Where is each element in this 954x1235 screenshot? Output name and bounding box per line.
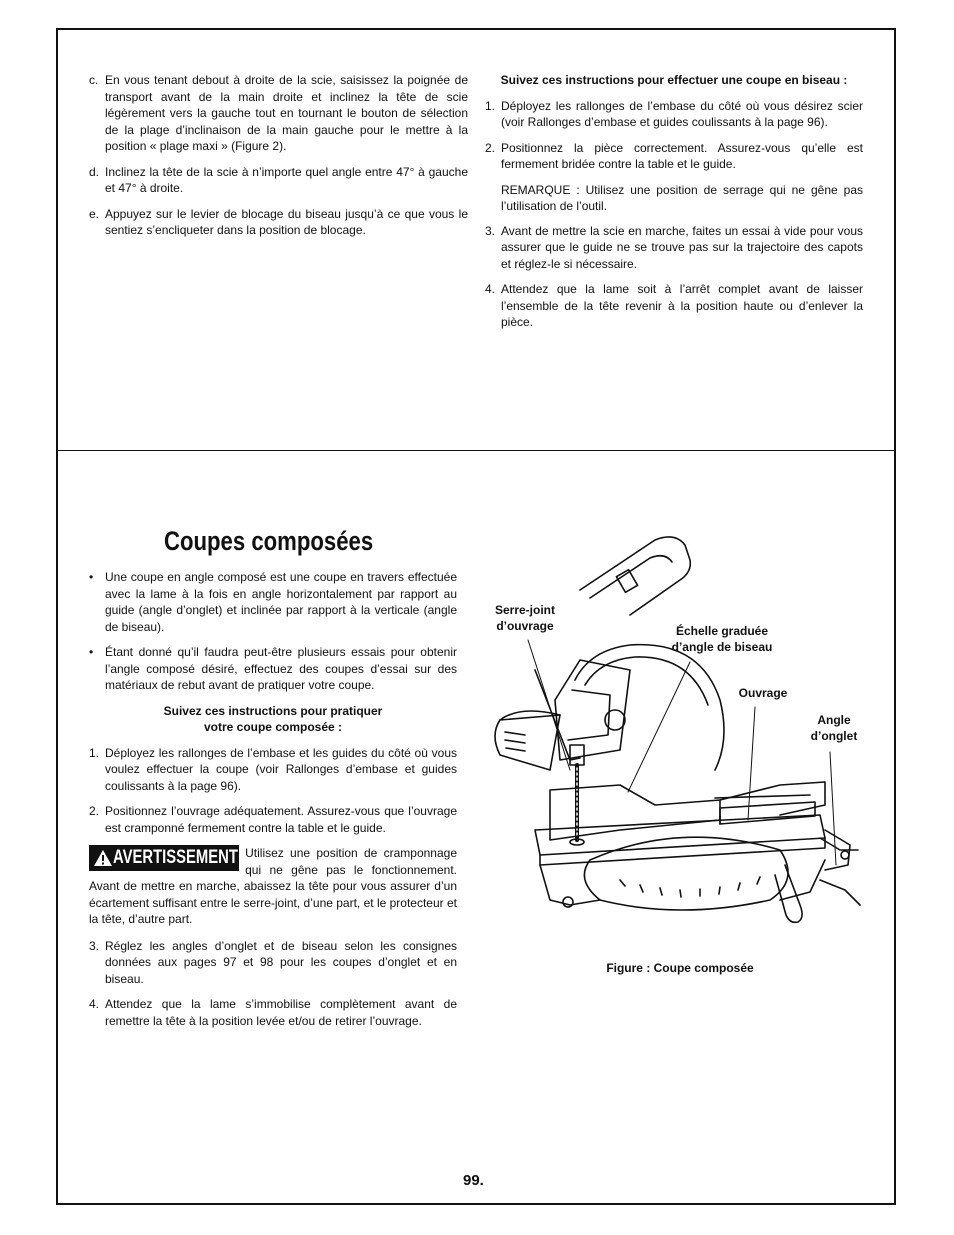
top-left-column — [89, 72, 468, 248]
label-bevel-scale: Échelle graduée d’angle de biseau — [671, 624, 773, 654]
list-item: 4. Attendez que la lame s’immobilise complètement avant de remettre la tête à la position levée et/ou de retirer l’ouvrage. — [89, 997, 457, 1028]
list-item: e. Appuyez sur le levier de blocage du biseau jusqu’à ce que vous le sentiez s’encliqueter dans la position de blocage. — [89, 206, 468, 237]
section-divider — [56, 450, 896, 451]
label-workpiece: Ouvrage — [738, 686, 788, 700]
warning-block — [89, 845, 457, 928]
list-item: 2. Positionnez la pièce correctement. Assurez-vous qu’elle est fermement bridée contre la table et le guide. — [485, 140, 863, 171]
list-item: 1. Déployez les rallonges de l’embase et les guides du côté où vous voulez effectuer la coupe (voir Rallonges d’embase et guides coulissants à la page 96). — [89, 745, 457, 793]
warning-text: Utilisez une position de cramponnage qui ne gêne pas le fonctionnement. Avant de mettre en marche, abaissez la tête pour vous assurer d’un écartement suffisant entre le serre-joint, d’une part, et le protecteur et la tête, d’autre part. — [89, 846, 457, 926]
bullet-item: • Étant donné qu’il faudra peut-être plusieurs essais pour obtenir l’angle composé désiré, effectuez des coupes d’essai sur des matériaux de rebut avant de pratiquer votre coupe. — [89, 645, 457, 692]
bullet-item: • Une coupe en angle composé est une coupe en travers effectuée avec la lame à la fois en angle horizontalement par rapport au guide (angle d’onglet) et inclinée par rapport à la verticale (angle de biseau). — [89, 570, 457, 634]
list-item: 4. Attendez que la lame soit à l’arrêt complet avant de laisser l’ensemble de la tête revenir à la position haute ou d’enlever la pièce. — [485, 282, 863, 329]
section-title: Coupes composées — [164, 526, 374, 556]
list-item: 3. Réglez les angles d’onglet et de biseau selon les consignes données aux pages 97 et 98 pour les coupes d’onglet et en biseau. — [89, 938, 457, 986]
list-item: c. En vous tenant debout à droite de la scie, saisissez la poignée de transport avant de la main droite et inclinez la tête de scie légèrement vers la gauche tout en tournant le bouton de sélection de la plage d’inclinaison de la main gauche pour le mettre à la position « plage maxi » (Figure 2). — [89, 73, 468, 153]
compound-instructions-heading: Suivez ces instructions pour pratiquer votre coupe composée : — [163, 703, 383, 734]
list-item: 1. Déployez les rallonges de l’embase du côté où vous désirez scier (voir Rallonges d’embase et guides coulissants à la page 96). — [485, 98, 863, 129]
warning-triangle-icon — [93, 849, 113, 867]
figure-caption: Figure : Coupe composée — [606, 961, 754, 975]
list-item: 3. Avant de mettre la scie en marche, faites un essai à vide pour vous assurer que le guide ne se trouve pas sur la trajectoire des capots et réglez-le si nécessaire. — [485, 223, 863, 271]
label-clamp: Serre-joint d’ouvrage — [494, 603, 555, 633]
note: REMARQUE : Utilisez une position de serrage qui ne gêne pas l’utilisation de l’outil. — [501, 182, 863, 213]
label-miter-angle: Angle d’onglet — [810, 713, 858, 743]
list-item: 2. Positionnez l’ouvrage adéquatement. Assurez-vous que l’ouvrage est cramponné fermement contre la table et le guide. — [89, 804, 457, 835]
list-item: d. Inclinez la tête de la scie à n’importe quel angle entre 47° à gauche et 47° à droite. — [89, 164, 468, 195]
bevel-instructions-heading: Suivez ces instructions pour effectuer une coupe en biseau : — [500, 73, 848, 87]
warning-label: AVERTISSEMENT — [113, 846, 238, 868]
top-right-column — [485, 72, 863, 340]
warning-badge — [89, 845, 239, 871]
page-number: 99. — [463, 1172, 484, 1189]
compound-cut-column — [89, 569, 457, 1038]
